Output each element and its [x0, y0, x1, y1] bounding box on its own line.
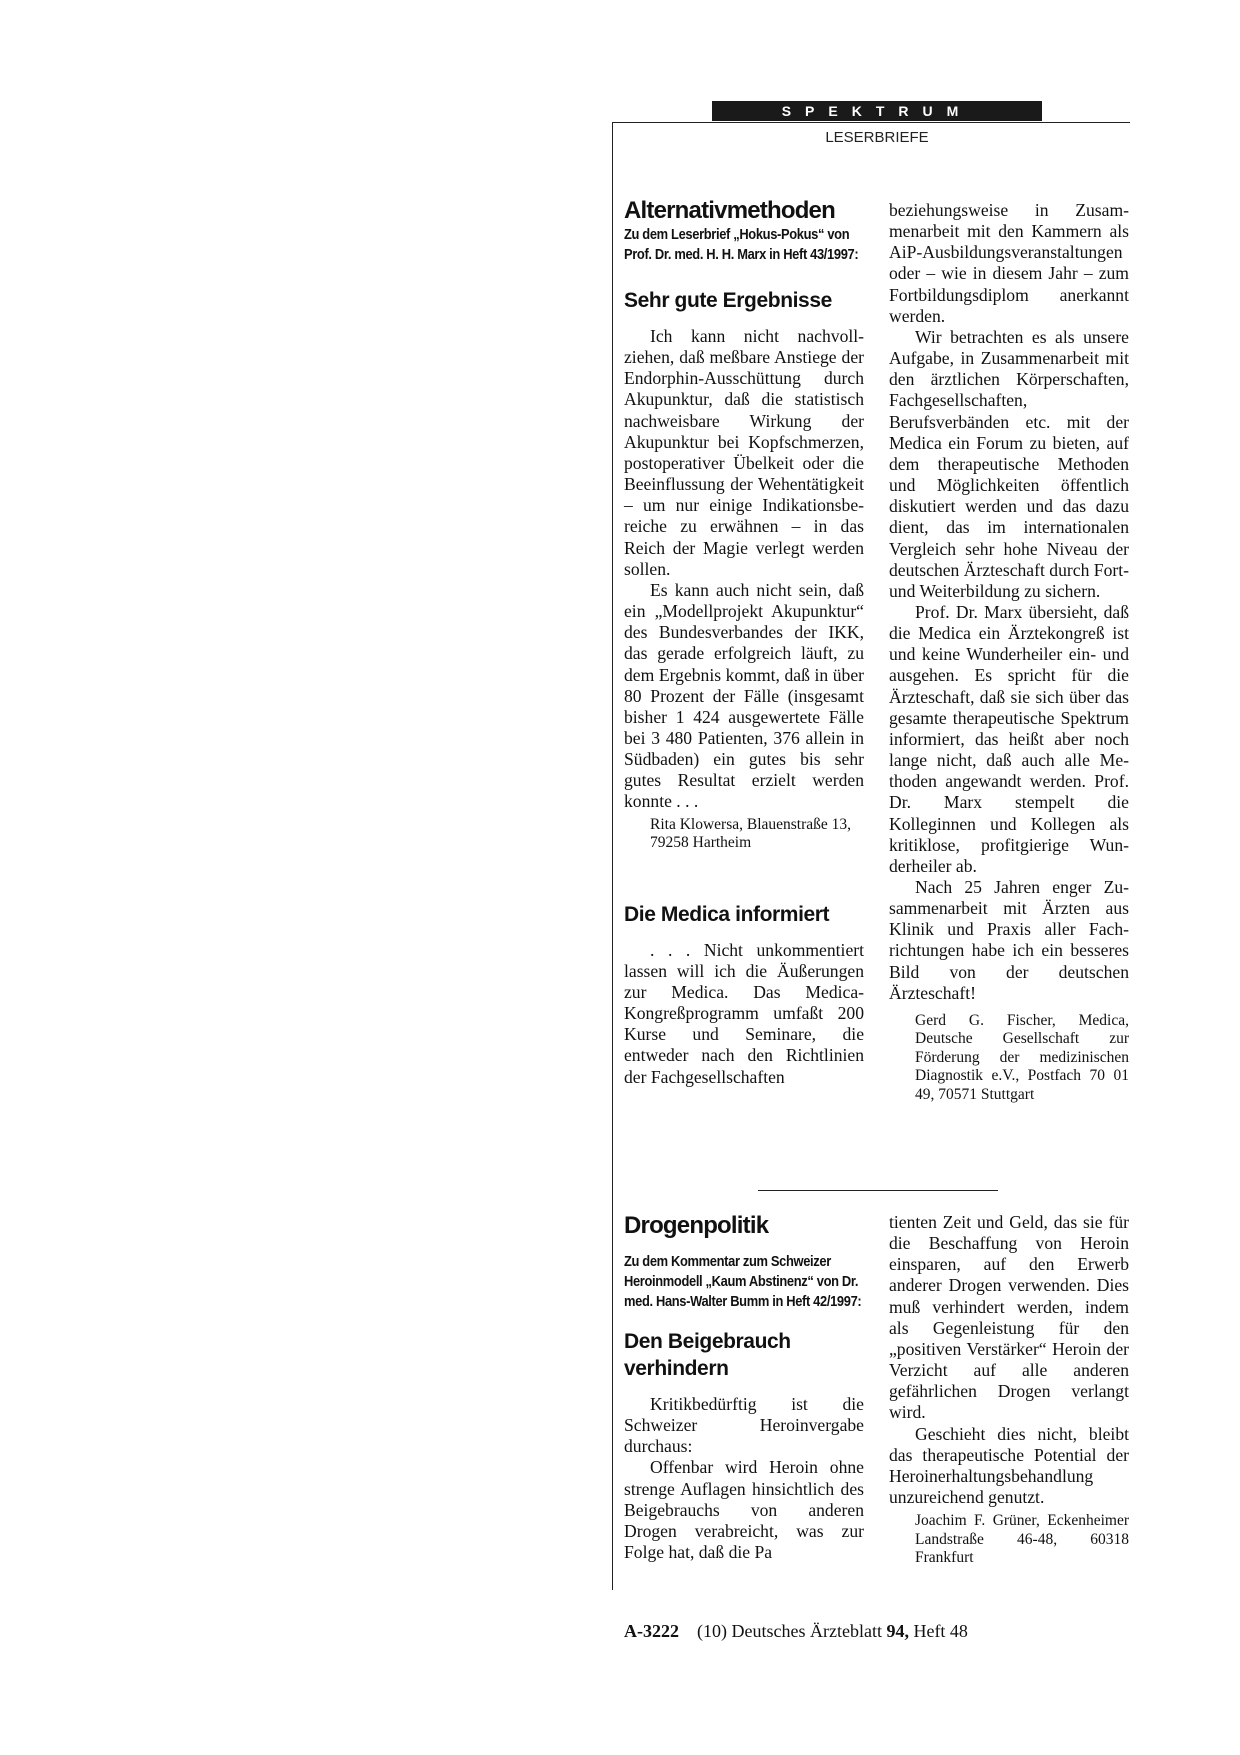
letter-heading: Die Medica informiert — [624, 902, 830, 926]
article-title: Alternativmethoden — [624, 197, 835, 224]
paragraph: tienten Zeit und Geld, das sie für die Beschaffung von Heroin einsparen, auf den Erwerb anderer Drogen verwenden. Dies muß verhindert werden, indem als Gegenleistung für den „positiven Verstärker“ Heroin der Verzicht auf alle anderen gefährlichen Drogen verlangt wird. — [889, 1212, 1129, 1423]
paragraph: Nach 25 Jahren enger Zusammenarbeit mit Ärzten aus Klinik und Praxis aller Fachrichtungen habe ich ein besseres Bild von der deutschen Ärzteschaft! — [889, 877, 1129, 1003]
article2-col2 — [889, 1212, 1129, 1568]
page-footer — [624, 1621, 968, 1642]
letter-body — [624, 1394, 864, 1563]
paragraph: . . . Nicht unkommentiert lassen will ich die Äußerungen zur Medica. Das Medica-Kongreßprogramm umfaßt 200 Kurse und Seminare, die entweder nach den Richtlinien der Fachgesellschaften — [624, 939, 864, 1087]
letter-body — [624, 940, 864, 1088]
paragraph: Kritikbedürftig ist die Schweizer Heroinvergabe durchaus: — [624, 1394, 864, 1457]
letter-signature: Gerd G. Fischer, Medica, Deutsche Gesellschaft zur Förderung der medizinischen Diagnostik e.V., Postfach 70 01 49, 70571 Stuttgart — [915, 1011, 1129, 1103]
paragraph: Es kann auch nicht sein, daß ein „Modellprojekt Akupunktur“ des Bundesverbandes der IKK, das gerade erfolgreich läuft, zu dem Ergebnis kommt, daß in über 80 Prozent der Fälle (insgesamt bisher 1 424 ausgewertete Fälle bei 3 480 Patienten, 376 allein in Südbaden) ein gutes bis sehr gutes Resultat erzielt werden konnte . . . — [624, 579, 864, 812]
article-separator — [758, 1190, 998, 1191]
letter-signature: Rita Klowersa, Blauenstraße 13, 79258 Hartheim — [650, 815, 852, 852]
page-code: A-3222 — [624, 1621, 679, 1641]
letter-heading: Den Beigebrauch verhindern — [624, 1330, 791, 1380]
paragraph: Geschieht dies nicht, bleibt das therapeutische Potential der Heroinerhaltungsbehandlung unzureichend genutzt. — [889, 1423, 1129, 1508]
article-intro: Zu dem Kommentar zum Schweizer Heroinmodell „Kaum Abstinenz“ von Dr. med. Hans-Walter Bumm in Heft 42/1997: — [624, 1253, 862, 1310]
paragraph: Wir betrachten es als unsere Aufgabe, in Zusammenarbeit mit den ärztlichen Körperschaften, Fachgesellschaften, Berufsverbänden etc. mit der Medica ein Forum zu bieten, auf dem therapeutische Methoden und Möglichkeiten öffentlich diskutiert werden und das dazu dient, das im internationalen Vergleich sehr hohe Niveau der deutschen Ärzteschaft durch Fort- und Weiterbildung zu sichern. — [889, 326, 1129, 601]
section-banner: SPEKTRUM — [712, 101, 1042, 121]
letter-signature: Joachim F. Grüner, Eckenheimer Landstraße 46-48, 60318 Frankfurt — [915, 1512, 1129, 1567]
letter-heading: Sehr gute Ergebnisse — [624, 289, 832, 312]
journal-volume: 94, — [886, 1621, 909, 1641]
subsection-label: LESERBRIEFE — [825, 129, 929, 146]
article1-col1 — [624, 197, 864, 1088]
article-title: Drogenpolitik — [624, 1212, 769, 1239]
paragraph: beziehungsweise in Zusammenarbeit mit den Kammern als AiP-Ausbildungsveranstaltungen oder – wie in diesem Jahr – zum Fortbildungsdiplom anerkannt werden. — [889, 200, 1129, 326]
page-number: (10) — [697, 1621, 727, 1641]
header-rule — [612, 122, 1130, 123]
journal-issue: Heft 48 — [913, 1621, 968, 1641]
paragraph: Prof. Dr. Marx übersieht, daß die Medica ein Ärztekongreß ist und keine Wunderheiler ein- und ausgehen. Es spricht für die Ärzteschaft, daß sie sich über das gesamte therapeutische Spektrum informiert, das heißt aber noch lange nicht, daß auch alle Methoden angewandt werden. Prof. Dr. Marx stempelt die Kolleginnen und Kollegen als kritiklose, profitgierige Wunderheiler ab. — [889, 601, 1129, 876]
article-intro: Zu dem Leserbrief „Hokus-Pokus“ von Prof. Dr. med. H. H. Marx in Heft 43/1997: — [624, 226, 859, 263]
paragraph: Offenbar wird Heroin ohne strenge Auflagen hinsichtlich des Beigebrauchs von anderen Drogen verabreicht, was zur Folge hat, daß die Pa — [624, 1457, 864, 1563]
journal-name: Deutsches Ärzteblatt — [731, 1621, 882, 1641]
letter-body — [624, 326, 864, 813]
column-rule — [612, 123, 613, 1590]
paragraph: Ich kann nicht nachvollziehen, daß meßbare Anstiege der Endorphin-Ausschüttung durch Akupunktur, daß die statistisch nachweisbare Wirkung der Akupunktur bei Kopfschmerzen, postoperativer Übelkeit oder die Beeinflussung der Wehentätigkeit – um nur einige Indikationsbereiche zu erwähnen – in das Reich der Magie verlegt werden sollen. — [624, 326, 864, 579]
article2-col1 — [624, 1212, 864, 1563]
article1-col2 — [889, 200, 1129, 1104]
